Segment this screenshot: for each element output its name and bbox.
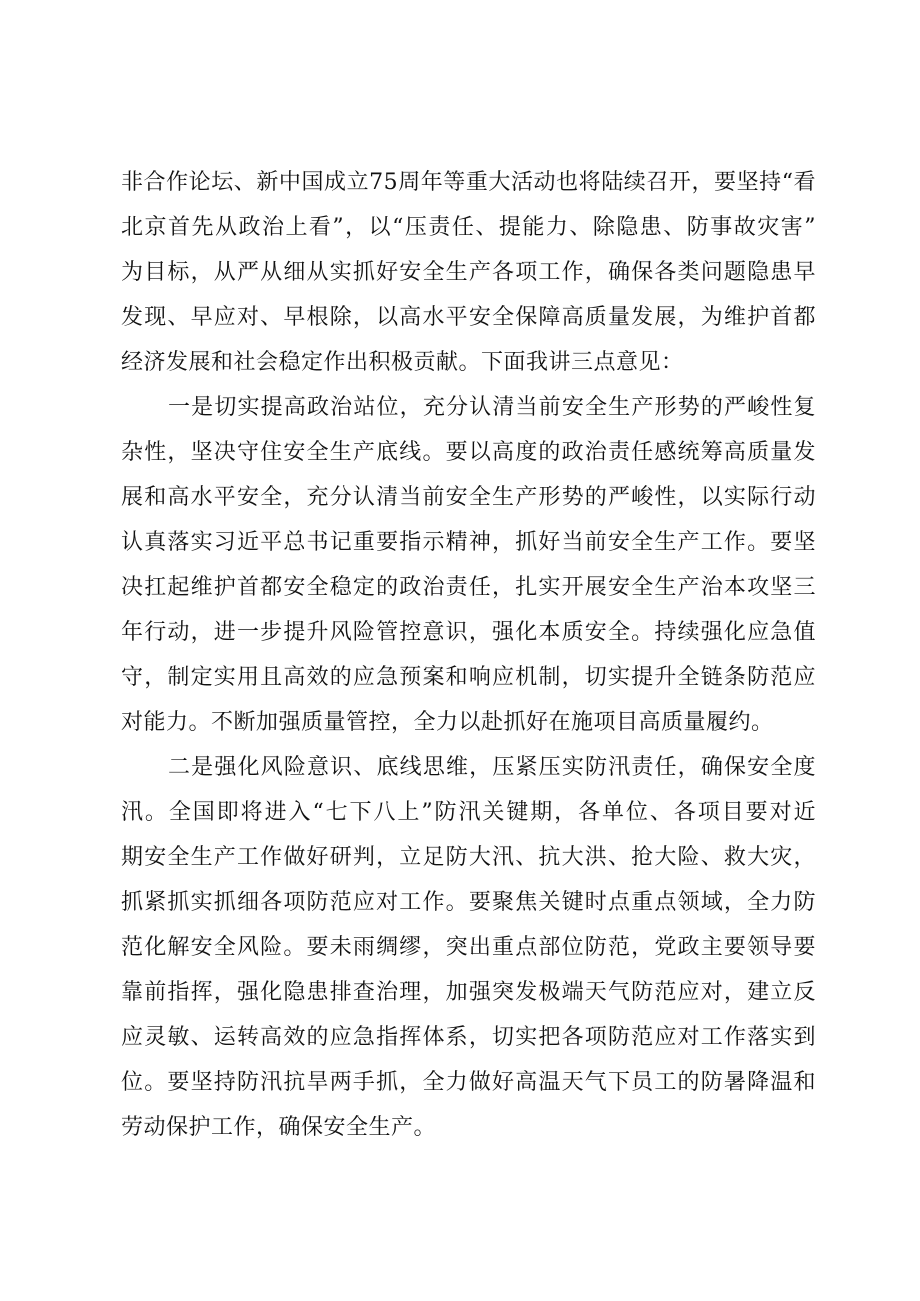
point-two-line-4: 抓紧抓实抓细各项防范应对工作。要聚焦关键时点重点领域，全力防: [121, 890, 816, 915]
intro-line-4: 发现、早应对、早根除，以高水平安全保障高质量发展，为维护首都: [121, 305, 816, 330]
point-two-line-5: 范化解安全风险。要未雨绸缪，突出重点部位防范，党政主要领导要: [121, 935, 816, 960]
point-one-line-8: 对能力。不断加强质量管控，全力以赴抓好在施项目高质量履约。: [121, 710, 774, 735]
point-two-line-1: 二是强化风险意识、底线思维，压紧压实防汛责任，确保安全度: [168, 755, 816, 780]
point-one-line-1: 一是切实提高政治站位，充分认清当前安全生产形势的严峻性复: [168, 395, 816, 420]
point-two-line-3: 期安全生产工作做好研判，立足防大汛、抗大洪、抢大险、救大灾，: [121, 845, 816, 870]
point-one-line-6: 年行动，进一步提升风险管控意识，强化本质安全。持续强化应急值: [121, 620, 816, 645]
point-one-line-4: 认真落实习近平总书记重要指示精神，抓好当前安全生产工作。要坚: [121, 530, 816, 555]
point-two-line-8: 位。要坚持防汛抗旱两手抓，全力做好高温天气下员工的防暑降温和: [121, 1070, 816, 1095]
intro-line-2: 北京首先从政治上看”，以“压责任、提能力、除隐患、防事故灾害”: [121, 215, 816, 240]
point-two-line-2: 汛。全国即将进入“七下八上”防汛关键期，各单位、各项目要对近: [121, 800, 816, 825]
point-one-line-2: 杂性，坚决守住安全生产底线。要以高度的政治责任感统筹高质量发: [121, 440, 816, 465]
point-one-line-5: 决扛起维护首都安全稳定的政治责任，扎实开展安全生产治本攻坚三: [121, 575, 816, 600]
intro-line-3: 为目标，从严从细从实抓好安全生产各项工作，确保各类问题隐患早: [121, 260, 816, 285]
intro-line-1: 非合作论坛、新中国成立75周年等重大活动也将陆续召开，要坚持“看: [121, 170, 816, 195]
point-two-line-7: 应灵敏、运转高效的应急指挥体系，切实把各项防范应对工作落实到: [121, 1025, 816, 1050]
point-one-line-7: 守，制定实用且高效的应急预案和响应机制，切实提升全链条防范应: [121, 665, 816, 690]
point-two-line-9: 劳动保护工作，确保安全生产。: [121, 1115, 437, 1140]
point-one-line-3: 展和高水平安全，充分认清当前安全生产形势的严峻性，以实际行动: [121, 485, 816, 510]
intro-line-5: 经济发展和社会稳定作出积极贡献。下面我讲三点意见：: [121, 350, 684, 375]
point-two-line-6: 靠前指挥，强化隐患排查治理，加强突发极端天气防范应对，建立反: [121, 980, 816, 1005]
